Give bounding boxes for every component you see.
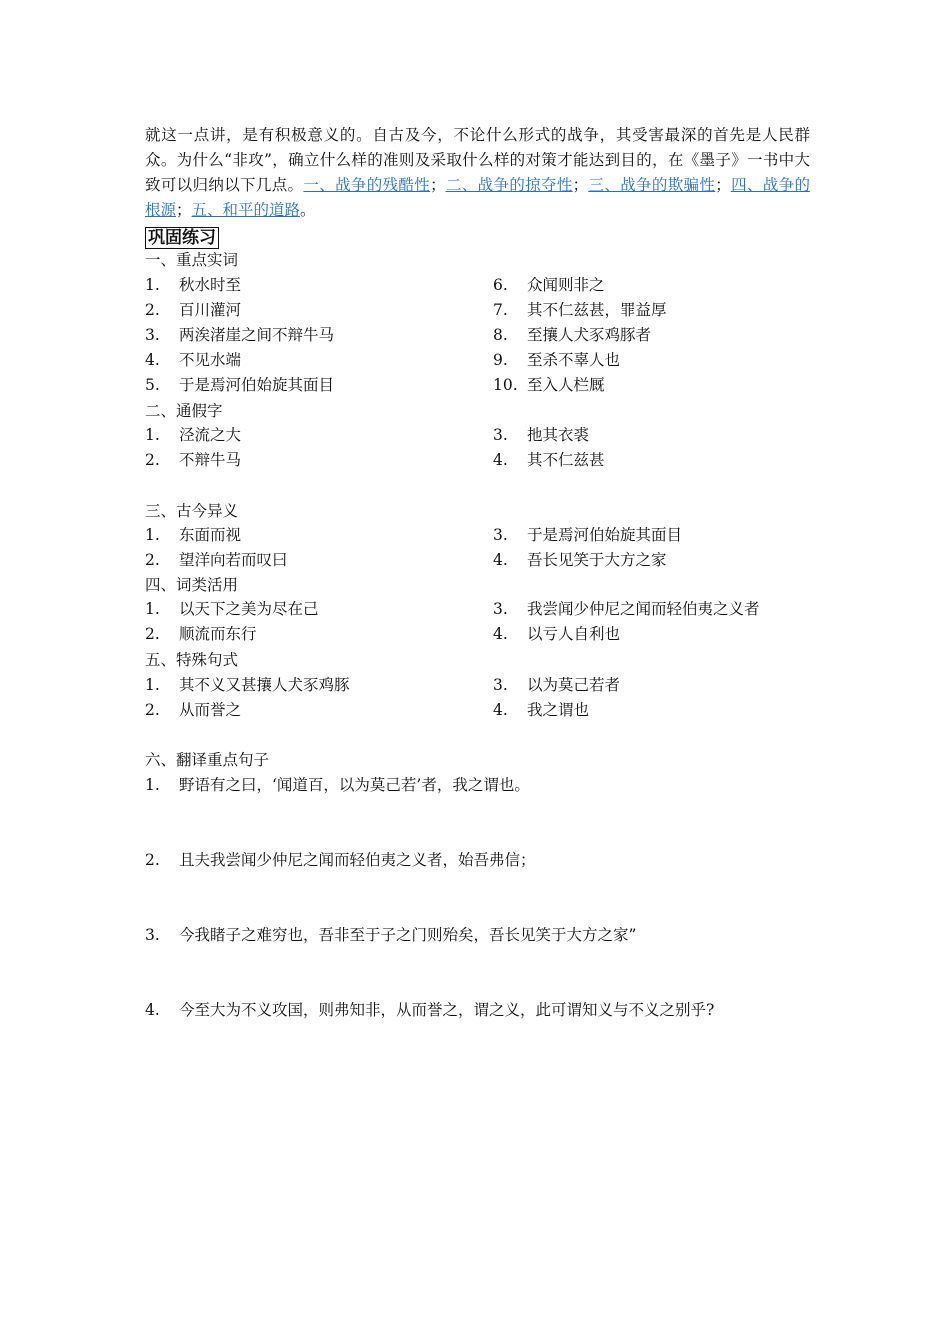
item-text: 今至大为不义攻国，则弗知非，从而誉之，谓之义，此可谓知义与不义之别乎? (179, 1001, 715, 1019)
item-text: 其不仁兹甚 (527, 451, 605, 469)
item-number: 1. (145, 776, 160, 794)
item-number: 8. (493, 326, 508, 344)
item-number: 2. (145, 625, 160, 643)
item-text: 于是焉河伯始旋其面目 (527, 526, 683, 544)
item-number: 3. (145, 926, 160, 944)
heading-ancient-modern: 三、古今异义 (145, 502, 239, 520)
item-number: 6. (493, 276, 508, 294)
item-number: 3. (145, 326, 160, 344)
item-number: 1. (145, 600, 160, 618)
item-number: 3. (493, 526, 508, 544)
item-text: 两涘渚崖之间不辩牛马 (179, 326, 335, 344)
item-text: 从而誉之 (179, 701, 242, 719)
item-number: 3. (493, 426, 508, 444)
item-number: 1. (145, 526, 160, 544)
item-number: 1. (145, 676, 160, 694)
item-text: 以天下之美为尽在己 (179, 600, 319, 618)
item-number: 4. (493, 625, 508, 643)
link-war-cruelty[interactable]: 一、战争的残酷性 (303, 176, 431, 194)
item-text: 东面而视 (179, 526, 242, 544)
item-number: 4. (145, 1001, 160, 1019)
item-text: 至杀不辜人也 (527, 351, 621, 369)
item-number: 1. (145, 276, 160, 294)
item-text: 不辩牛马 (179, 451, 242, 469)
item-text: 其不义又甚攘人犬豕鸡豚 (179, 676, 350, 694)
item-number: 2. (145, 551, 160, 569)
item-text: 不见水端 (179, 351, 242, 369)
item-text: 且夫我尝闻少仲尼之闻而轻伯夷之义者，始吾弗信； (179, 851, 536, 869)
separator: ； (176, 201, 192, 219)
intro-paragraph (145, 123, 810, 223)
item-text: 今我睹子之难穷也，吾非至于子之门则殆矣，吾长见笑于大方之家” (179, 926, 637, 944)
separator: ； (715, 176, 731, 194)
item-number: 2. (145, 701, 160, 719)
item-number: 2. (145, 301, 160, 319)
item-number: 5. (145, 376, 160, 394)
intro-text: 就这一点讲，是有积极意义的。自古及今，不论什么形式的战争，其受害最深的首先是人民群众。为什么“非攻”，确立什么样的准则及采取什么样的对策才能达到目的，在《墨子》一书中大致可以归纳以下几点。 (145, 126, 810, 194)
item-text: 我之谓也 (527, 701, 590, 719)
heading-tongjia: 二、通假字 (145, 402, 223, 420)
item-text: 扡其衣裘 (527, 426, 590, 444)
item-text: 以亏人自利也 (527, 625, 621, 643)
separator: ； (430, 176, 446, 194)
item-text: 至攘人犬豕鸡豚者 (527, 326, 652, 344)
item-number: 4. (493, 551, 508, 569)
heading-translation: 六、翻译重点句子 (145, 751, 270, 769)
item-number: 10. (493, 376, 518, 394)
item-text: 我尝闻少仲尼之闻而轻伯夷之义者 (527, 600, 760, 618)
item-text: 吾长见笑于大方之家 (527, 551, 667, 569)
heading-special-sentences: 五、特殊句式 (145, 651, 239, 669)
item-number: 3. (493, 676, 508, 694)
item-number: 4. (493, 451, 508, 469)
item-text: 众闻则非之 (527, 276, 605, 294)
section-title: 巩固练习 (145, 227, 219, 249)
period: 。 (300, 201, 316, 219)
item-text: 望洋向若而叹曰 (179, 551, 288, 569)
separator: ； (572, 176, 589, 194)
item-number: 4. (493, 701, 508, 719)
item-text: 以为莫己若者 (527, 676, 621, 694)
item-text: 于是焉河伯始旋其面目 (179, 376, 335, 394)
item-number: 1. (145, 426, 160, 444)
item-text: 野语有之曰，‘闻道百，以为莫己若’者，我之谓也。 (179, 776, 530, 794)
item-text: 至入人栏厩 (527, 376, 605, 394)
link-war-plunder[interactable]: 二、战争的掠夺性 (445, 176, 573, 194)
item-text: 其不仁兹甚，罪益厚 (527, 301, 667, 319)
item-text: 泾流之大 (179, 426, 242, 444)
item-number: 3. (493, 600, 508, 618)
item-number: 7. (493, 301, 508, 319)
link-war-roots[interactable]: 四、战争的根源 (145, 176, 810, 219)
item-number: 2. (145, 451, 160, 469)
heading-key-words: 一、重点实词 (145, 251, 239, 269)
link-peace-road[interactable]: 五、和平的道路 (191, 201, 301, 219)
item-number: 2. (145, 851, 160, 869)
item-number: 9. (493, 351, 508, 369)
item-number: 4. (145, 351, 160, 369)
item-text: 秋水时至 (179, 276, 242, 294)
item-text: 百川灌河 (179, 301, 242, 319)
item-text: 顺流而东行 (179, 625, 257, 643)
link-war-deception[interactable]: 三、战争的欺骗性 (588, 176, 716, 194)
heading-word-class: 四、词类活用 (145, 576, 239, 594)
